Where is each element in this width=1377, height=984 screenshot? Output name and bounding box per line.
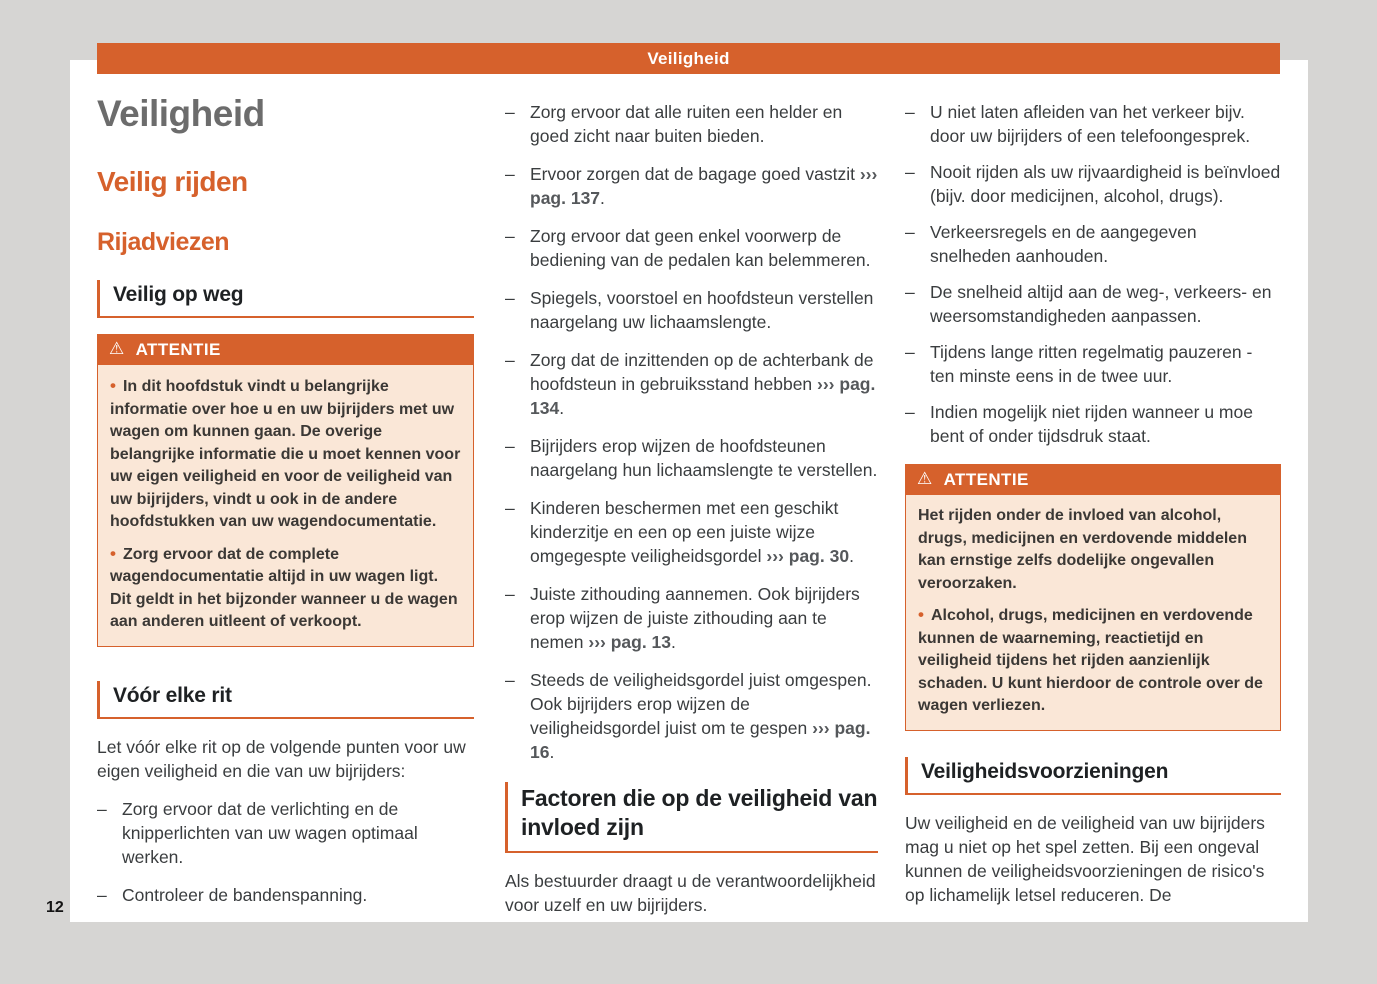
chapter-header-bar	[97, 43, 1280, 74]
list-item: – Indien mogelijk niet rijden wanneer u moe bent of onder tijdsdruk staat.	[905, 402, 1253, 446]
page-ref-link[interactable]: ››› pag. 16	[530, 718, 871, 762]
dash-marker: –	[905, 342, 915, 362]
list-item: – Tijdens lange ritten regelmatig pauzeren - ten minste eens in de twee uur.	[905, 342, 1253, 386]
heading-factoren-veiligheid: Factoren die op de veiligheid van invloed zijn	[505, 782, 878, 853]
dash-marker: –	[505, 164, 515, 184]
dash-marker: –	[505, 350, 515, 370]
list-item: – Zorg ervoor dat alle ruiten een helder en goed zicht naar buiten bieden.	[505, 102, 843, 146]
attention-box	[905, 464, 1281, 731]
heading-veiligheidsvoorzieningen: Veiligheidsvoorzieningen	[905, 757, 1281, 795]
page-ref-link[interactable]: ››› pag. 30	[766, 546, 850, 566]
list-item: – Nooit rijden als uw rijvaardigheid is beïnvloed (bijv. door medicijnen, alcohol, drugs).	[905, 162, 1281, 206]
attention-intro: Het rijden onder de invloed van alcohol, drugs, medicijnen en verdovende middelen kan ernstige zelfs dodelijke ongevallen veroorzaken.	[918, 507, 1247, 592]
bullet-icon: •	[918, 605, 924, 624]
document-page	[70, 60, 1308, 922]
attention-box-header	[905, 464, 1281, 495]
attention-bullet-item: • Zorg ervoor dat de complete wagendocumentatie altijd in uw wagen ligt. Dit geldt in het bijzonder wanneer u de wagen aan anderen uitleent of verkoopt.	[110, 543, 458, 630]
list-item: – Zorg ervoor dat geen enkel voorwerp de bediening van de pedalen kan belemmeren.	[505, 226, 871, 270]
dash-marker: –	[905, 402, 915, 422]
list-item: – Zorg dat de inzittenden op de achterbank de hoofdsteun in gebruiksstand hebben ››› pag. 134.	[505, 350, 876, 418]
list-item: – Bijrijders erop wijzen de hoofdsteunen naargelang hun lichaamslengte te verstellen.	[505, 436, 878, 480]
dash-marker: –	[905, 162, 915, 182]
attention-bullet-item: • Alcohol, drugs, medicijnen en verdovende kunnen de waarneming, reactietijd en veiligheid tijdens het rijden aanzienlijk schaden. U kunt hierdoor de controle over de wagen verliezen.	[918, 605, 1263, 714]
dash-marker: –	[905, 222, 915, 242]
chapter-title: Veiligheid	[97, 93, 265, 134]
list-item: – Steeds de veiligheidsgordel juist omgespen. Ook bijrijders erop wijzen de veiligheidsgordel juist om te gespen ››› pag. 16.	[505, 670, 872, 762]
attention-box	[97, 334, 474, 647]
attention-label: ATTENTIE	[135, 339, 221, 359]
body-paragraph: Uw veiligheid en de veiligheid van uw bijrijders mag u niet op het spel zetten. Bij een ongeval kunnen de veiligheidsvoorzieningen de risico's op lichamelijk letsel reduceren. De	[905, 812, 1265, 905]
list-item: – U niet laten afleiden van het verkeer bijv. door uw bijrijders of een telefoongesprek.	[905, 102, 1251, 146]
dash-marker: –	[505, 288, 515, 308]
column-right	[905, 60, 1281, 907]
column-left	[97, 60, 474, 921]
list-item: – Verkeersregels en de aangegeven snelheden aanhouden.	[905, 222, 1197, 266]
page-ref-link[interactable]: ››› pag. 137	[530, 164, 878, 208]
dash-marker: –	[905, 102, 915, 122]
heading-voor-elke-rit: Vóór elke rit	[97, 681, 474, 719]
heading-veilig-op-weg: Veilig op weg	[97, 280, 474, 318]
dash-marker: –	[505, 436, 515, 456]
bullet-icon: •	[110, 543, 116, 563]
section-title-rijadviezen: Rijadviezen	[97, 228, 230, 256]
dash-marker: –	[505, 670, 515, 690]
list-item: – Kinderen beschermen met een geschikt kinderzitje en een op een juiste wijze omgegespte veiligheidsgordel ››› pag. 30.	[505, 498, 854, 566]
dash-marker: –	[505, 102, 515, 122]
section-title-veilig-rijden: Veilig rijden	[97, 166, 248, 197]
warning-triangle-icon: ⚠	[109, 339, 125, 358]
dash-marker: –	[505, 226, 515, 246]
attention-box-body	[97, 365, 474, 647]
dash-marker: –	[97, 798, 107, 819]
chapter-header-title: Veiligheid	[647, 49, 730, 68]
dash-marker: –	[505, 584, 515, 604]
page-number: 12	[46, 899, 64, 916]
attention-label: ATTENTIE	[943, 469, 1029, 489]
attention-box-body	[905, 495, 1281, 731]
body-paragraph: Als bestuurder draagt u de verantwoordelijkheid voor uzelf en uw bijrijders.	[505, 871, 876, 915]
page-ref-link[interactable]: ››› pag. 134	[530, 374, 876, 418]
intro-paragraph: Let vóór elke rit op de volgende punten voor uw eigen veiligheid en die van uw bijrijders:	[97, 736, 466, 781]
list-item: – Ervoor zorgen dat de bagage goed vastzit ››› pag. 137.	[505, 164, 878, 208]
list-item: – Juiste zithouding aannemen. Ook bijrijders erop wijzen de juiste zithouding aan te nemen ››› pag. 13.	[505, 584, 860, 652]
bullet-icon: •	[110, 376, 116, 395]
list-item: – Zorg ervoor dat de verlichting en de knipperlichten van uw wagen optimaal werken.	[97, 798, 418, 867]
list-item: – Spiegels, voorstoel en hoofdsteun verstellen naargelang uw lichaamslengte.	[505, 288, 874, 332]
dash-marker: –	[905, 282, 915, 302]
attention-bullet-item: • In dit hoofdstuk vindt u belangrijke informatie over hoe u en uw bijrijders met uw wagen om kunnen gaan. De overige belangrijke informatie die u moet kennen voor uw eigen veiligheid en voor de veiligheid van uw bijrijders, vindt u ook in de andere hoofdstukken van uw wagendocumentatie.	[110, 376, 461, 530]
list-item: – De snelheid altijd aan de weg-, verkeers- en weersomstandigheden aanpassen.	[905, 282, 1272, 326]
attention-box-header	[97, 334, 474, 365]
list-item: – Controleer de bandenspanning.	[97, 884, 368, 905]
dash-marker: –	[505, 498, 515, 518]
dash-marker: –	[97, 884, 107, 905]
warning-triangle-icon: ⚠	[917, 469, 933, 488]
page-ref-link[interactable]: ››› pag. 13	[588, 632, 672, 652]
column-middle	[505, 60, 878, 917]
